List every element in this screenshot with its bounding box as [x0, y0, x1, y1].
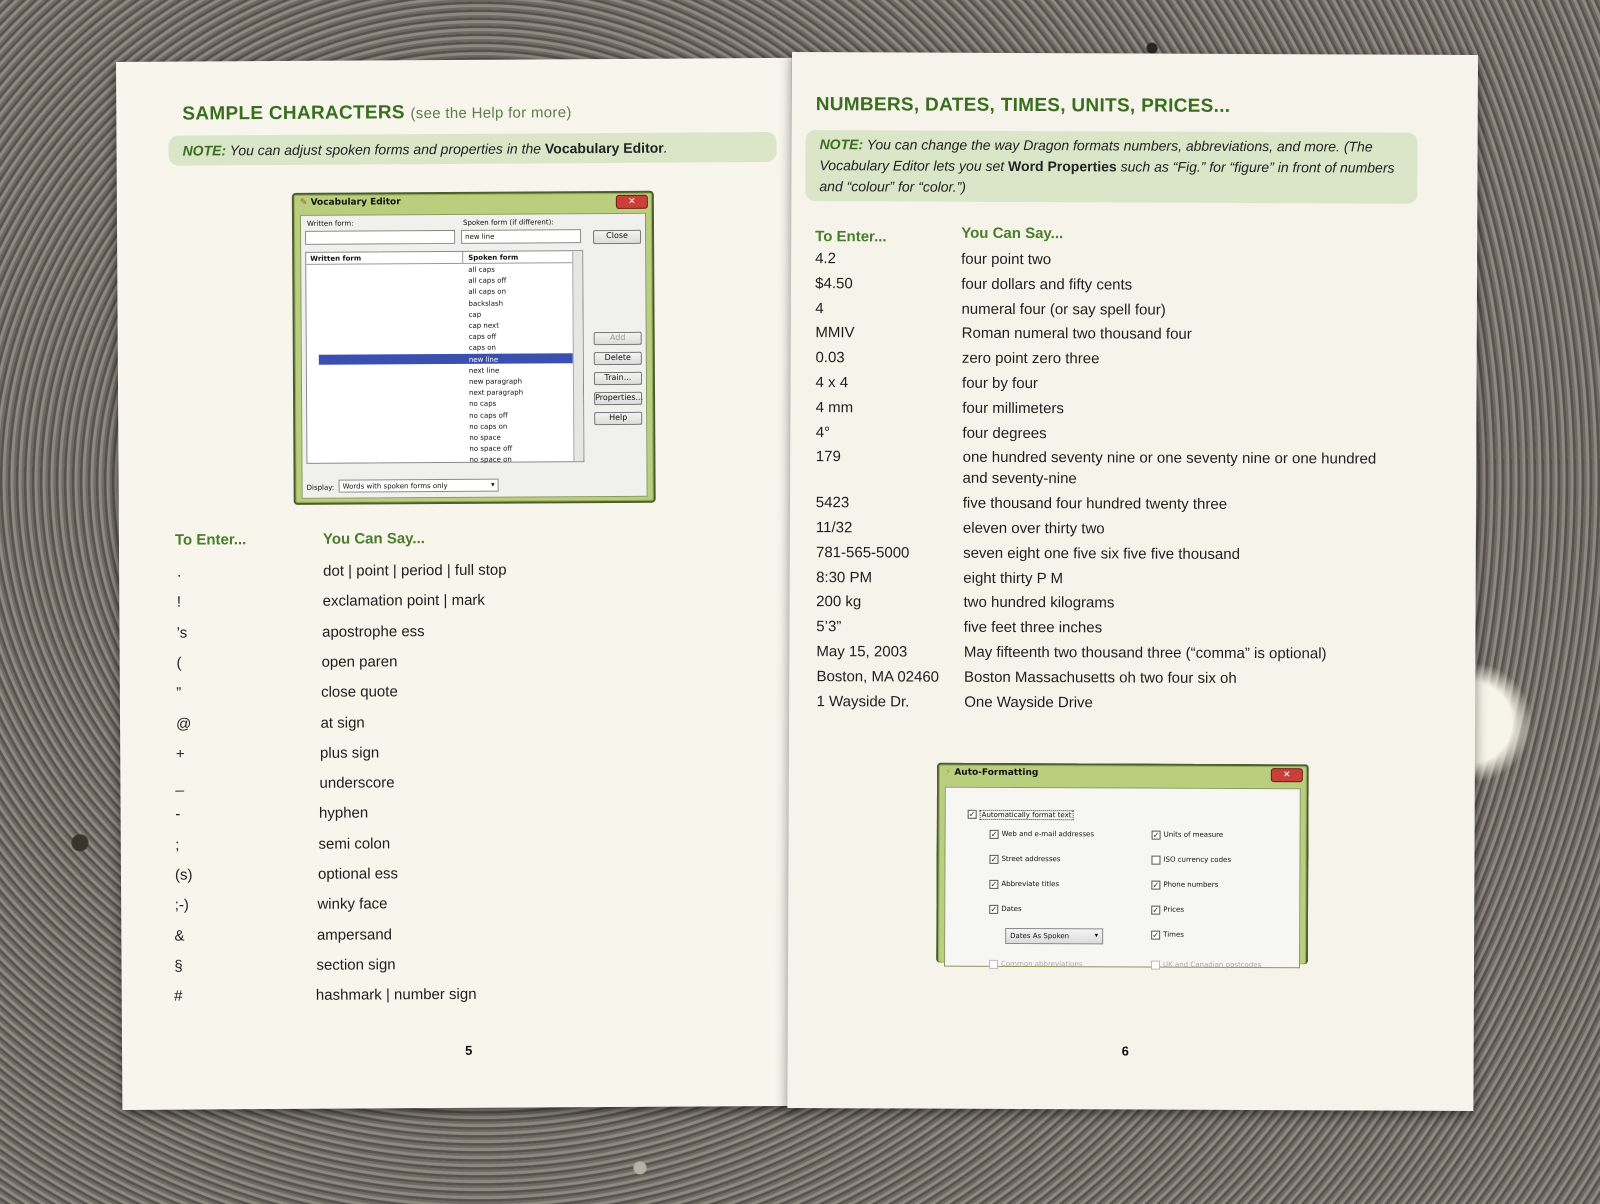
cut-left-label: Common abbreviations	[1001, 959, 1083, 969]
note-box	[168, 132, 776, 166]
option-checkbox[interactable]	[1151, 856, 1160, 865]
note-bold-text: Word Properties	[1008, 157, 1117, 175]
list-item[interactable]: caps off	[468, 332, 497, 342]
say-cell: eight thirty P M	[963, 569, 1064, 587]
display-select-value: Words with spoken forms only	[342, 481, 448, 491]
say-cell: Roman numeral two thousand four	[961, 325, 1192, 344]
col-written-header: Written form	[310, 254, 362, 263]
dates-dropdown[interactable]	[1005, 928, 1103, 944]
written-form-input[interactable]	[305, 230, 455, 245]
note-text: You can adjust spoken forms and properties in the	[229, 140, 542, 159]
list-item[interactable]: no space	[469, 433, 501, 442]
list-scrollbar[interactable]	[572, 251, 583, 461]
note-label: NOTE:	[182, 142, 227, 159]
enter-cell: -	[175, 806, 181, 824]
say-cell: open paren	[321, 653, 398, 671]
spoken-form-value: new line	[465, 232, 495, 241]
option-label: Street addresses	[1001, 854, 1061, 864]
say-cell: four degrees	[962, 424, 1047, 442]
list-item[interactable]: no space on	[469, 455, 512, 465]
list-item[interactable]: no caps on	[469, 422, 508, 431]
option-label: Phone numbers	[1163, 880, 1219, 889]
master-checkbox[interactable]: ✓	[968, 809, 976, 819]
say-cell: May fifteenth two thousand three (“comma” is optional)	[963, 643, 1327, 663]
say-cell: semi colon	[318, 835, 391, 853]
note-line-2c: such as “Fig.” for “figure” in front of numbers	[1120, 158, 1395, 176]
note-line-3: and “colour” for “color.”)	[819, 178, 966, 195]
say-cell: exclamation point | mark	[322, 592, 485, 611]
option-checkbox[interactable]: ✓	[990, 904, 998, 914]
list-item[interactable]: no caps off	[469, 411, 508, 420]
enter-cell: !	[176, 593, 182, 611]
heading-text: SAMPLE CHARACTERS	[182, 102, 405, 125]
say-cell: underscore	[319, 774, 395, 792]
enter-cell: &	[174, 927, 185, 945]
option-checkbox[interactable]: ✓	[990, 829, 998, 839]
pencil-icon: ✎	[299, 197, 308, 208]
enter-cell: §	[174, 957, 183, 975]
option-label: Abbreviate titles	[1001, 879, 1060, 889]
enter-cell: 200 kg	[816, 593, 862, 611]
option-label: Web and e-mail addresses	[1001, 829, 1095, 839]
chevron-down-icon: ▾	[1094, 931, 1099, 940]
enter-cell: 4.2	[815, 250, 836, 268]
say-cell: close quote	[320, 683, 398, 701]
display-label: Display:	[306, 483, 335, 492]
train-button[interactable]: Train...	[594, 372, 642, 385]
cut-right-label: UK and Canadian postcodes	[1163, 960, 1262, 970]
dialog-title	[300, 197, 401, 208]
say-cell: four by four	[962, 374, 1038, 393]
say-cell: hyphen	[318, 804, 369, 823]
note-line-2a: Vocabulary Editor lets you set	[819, 157, 1005, 174]
list-item[interactable]: cap next	[468, 321, 499, 330]
page-number: 6	[1121, 1043, 1129, 1059]
enter-cell: (s)	[174, 866, 193, 884]
dialog-title-text: Vocabulary Editor	[310, 197, 401, 208]
enter-cell: 1 Wayside Dr.	[816, 692, 910, 711]
right-page	[787, 52, 1478, 1111]
enter-cell: +	[175, 745, 185, 763]
col-you-can-say: You Can Say...	[961, 224, 1064, 243]
say-cell: section sign	[316, 956, 396, 974]
note-line-1: You can change the way Dragon formats numbers, abbreviations, and more. (The	[866, 136, 1373, 155]
help-button[interactable]: Help	[594, 412, 642, 425]
enter-cell: MMIV	[815, 324, 855, 342]
option-checkbox[interactable]: ✓	[990, 854, 998, 864]
word-list[interactable]	[305, 250, 584, 464]
list-item[interactable]: all caps	[468, 265, 495, 274]
enter-cell: ’s	[176, 624, 188, 642]
dialog-title-text: Auto-Formatting	[954, 767, 1039, 779]
say-cell: four point two	[961, 250, 1052, 269]
say-cell: hashmark | number sign	[315, 986, 477, 1004]
list-item[interactable]: next paragraph	[469, 388, 524, 398]
option-checkbox[interactable]: ✓	[1152, 830, 1160, 840]
say-cell: plus sign	[319, 744, 380, 762]
say-cell: four dollars and fifty cents	[961, 275, 1133, 294]
list-item[interactable]: all caps off	[468, 276, 507, 286]
enter-cell: 179	[815, 448, 841, 466]
master-checkbox-label: Automatically format text	[980, 810, 1074, 820]
written-form-label: Written form:	[306, 219, 354, 228]
section-heading	[182, 101, 571, 125]
heading-subtext: (see the Help for more)	[410, 104, 572, 123]
option-checkbox[interactable]: ✓	[1152, 930, 1160, 940]
dialog-body	[300, 213, 648, 499]
note-end: .	[663, 139, 668, 156]
col-you-can-say: You Can Say...	[322, 530, 425, 548]
dates-dropdown-value: Dates As Spoken	[1010, 931, 1070, 941]
enter-cell: _	[175, 775, 184, 793]
list-item[interactable]: no caps	[469, 400, 497, 409]
list-item[interactable]: cap	[468, 310, 482, 319]
enter-cell: 0.03	[815, 349, 845, 367]
col-to-enter: To Enter...	[815, 228, 887, 246]
enter-cell: (	[176, 654, 182, 672]
enter-cell: .	[177, 563, 182, 581]
say-cell: One Wayside Drive	[964, 693, 1093, 711]
cut-left-checkbox[interactable]	[989, 960, 998, 969]
enter-cell: 5’3”	[816, 618, 842, 636]
enter-cell: 11/32	[815, 519, 853, 537]
dialog-body	[944, 787, 1301, 969]
enter-cell: 5423	[815, 494, 850, 512]
say-cell: ampersand	[316, 925, 393, 944]
list-item[interactable]: backslash	[468, 299, 504, 308]
section-heading: NUMBERS, DATES, TIMES, UNITS, PRICES...	[815, 94, 1231, 117]
say-cell: five feet three inches	[963, 618, 1103, 637]
enter-cell: ;-)	[174, 896, 189, 914]
option-label: Prices	[1163, 905, 1185, 914]
vocabulary-editor-dialog	[292, 191, 656, 505]
option-checkbox[interactable]: ✓	[990, 879, 998, 889]
list-item[interactable]: all caps on	[468, 288, 507, 297]
col-spoken-header: Spoken form	[468, 253, 519, 262]
enter-cell: Boston, MA 02460	[816, 667, 940, 686]
note-label: NOTE:	[819, 136, 864, 153]
say-cell: zero point zero three	[961, 349, 1100, 368]
say-cell: five thousand four hundred twenty three	[962, 494, 1228, 514]
enter-cell: 8:30 PM	[816, 568, 873, 586]
say-cell: at sign	[320, 713, 365, 732]
enter-cell: 4 mm	[815, 398, 854, 417]
option-label: Dates	[1001, 904, 1022, 914]
close-button[interactable]: Close	[593, 230, 641, 244]
note-bold-text: Vocabulary Editor	[544, 139, 664, 157]
say-cell: optional ess	[317, 865, 399, 883]
cut-right-checkbox[interactable]	[1151, 961, 1160, 970]
enter-cell: ”	[176, 684, 182, 702]
spoken-form-input[interactable]	[461, 229, 581, 244]
option-checkbox[interactable]: ✓	[1152, 880, 1160, 890]
note-box	[805, 130, 1417, 204]
say-cell: eleven over thirty two	[962, 519, 1105, 538]
close-icon[interactable]: ✕	[1271, 768, 1303, 782]
enter-cell: May 15, 2003	[816, 643, 908, 661]
lightning-icon: ⚡	[944, 767, 952, 778]
chevron-down-icon: ▾	[491, 480, 495, 489]
list-item[interactable]: new line	[468, 355, 499, 364]
display-select[interactable]	[339, 479, 499, 493]
list-item[interactable]: next line	[468, 366, 500, 375]
enter-cell: 4 x 4	[815, 374, 849, 392]
say-cell: seven eight one five six five five thousand	[963, 544, 1240, 563]
say-cell: numeral four (or say spell four)	[961, 300, 1166, 319]
enter-cell: 4	[815, 299, 824, 317]
enter-cell: #	[174, 987, 183, 1005]
enter-cell: ;	[175, 836, 180, 854]
say-cell: two hundred kilograms	[963, 594, 1115, 612]
selected-row-highlight	[319, 353, 573, 365]
say-cell-continued: and seventy-nine	[962, 470, 1077, 488]
enter-cell: 781-565-5000	[815, 543, 910, 562]
delete-button[interactable]: Delete	[594, 352, 642, 365]
add-button[interactable]: Add	[594, 332, 642, 345]
option-checkbox[interactable]: ✓	[1152, 905, 1160, 915]
auto-formatting-dialog	[936, 763, 1309, 970]
say-cell: apostrophe ess	[322, 622, 425, 641]
list-item[interactable]: no space off	[469, 444, 513, 454]
option-label: ISO currency codes	[1163, 855, 1231, 864]
say-cell: winky face	[317, 895, 388, 914]
close-icon[interactable]: ✕	[616, 195, 648, 209]
left-page	[116, 58, 798, 1110]
enter-cell: $4.50	[815, 274, 853, 293]
enter-cell: 4°	[815, 423, 831, 441]
say-cell: four millimeters	[962, 399, 1064, 417]
properties-button[interactable]: Properties...	[594, 392, 642, 405]
page-number: 5	[464, 1042, 473, 1058]
dialog-title	[945, 768, 1039, 778]
option-label: Times	[1163, 930, 1184, 939]
say-cell: dot | point | period | full stop	[323, 561, 507, 580]
spoken-form-label: Spoken form (if different):	[462, 218, 554, 227]
list-item[interactable]: new paragraph	[468, 377, 523, 386]
list-item[interactable]: caps on	[468, 344, 496, 353]
option-label: Units of measure	[1163, 830, 1224, 839]
say-cell: Boston Massachusetts oh two four six oh	[964, 668, 1237, 687]
say-cell: one hundred seventy nine or one seventy nine or one hundred	[962, 449, 1377, 468]
col-to-enter: To Enter...	[174, 531, 247, 549]
enter-cell: @	[175, 715, 192, 733]
